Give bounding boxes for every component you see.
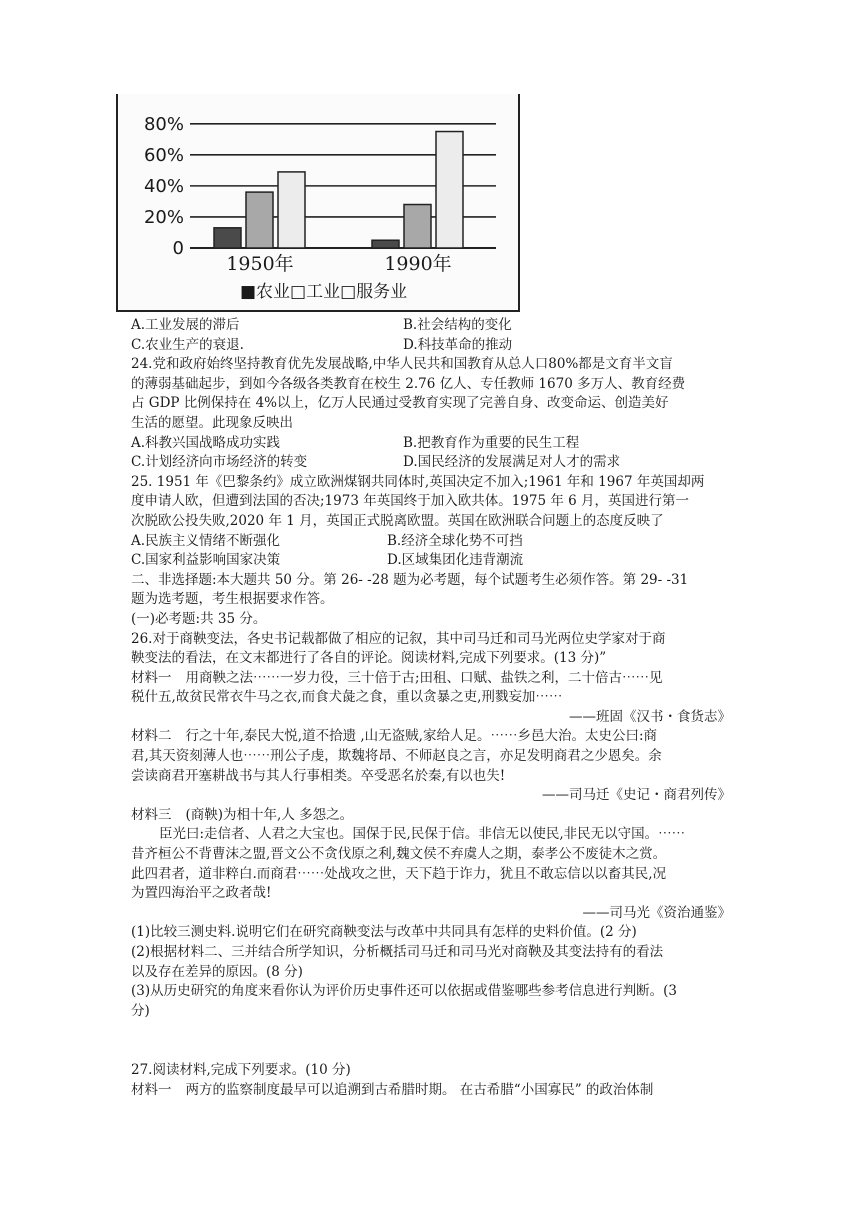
material-3-label: 材料三 bbox=[131, 806, 172, 823]
q26-material-3-line: 此四君者，道非粹白.而商君⋯⋯处战攻之世，天下趋于诈力，犹且不敢忘信以以畜其民,况 bbox=[131, 865, 667, 882]
q25-options-row-1 bbox=[131, 532, 731, 552]
q24-options-row-2 bbox=[131, 453, 731, 473]
q25-option-b: B.经济全球化势不可挡 bbox=[387, 532, 523, 549]
chart-legend: ■农业□工业□服务业 bbox=[240, 282, 408, 302]
q25-stem-line: 次脱欧公投失败,2020 年 1 月，英国正式脱离欧盟。英国在欧洲联合问题上的态度反映了 bbox=[131, 512, 664, 529]
x-category-label: 1950年 bbox=[226, 253, 294, 275]
bar-服务业-1950年 bbox=[278, 172, 305, 248]
q24-option-b: B.把教育作为重要的民生工程 bbox=[403, 434, 580, 451]
q27-material-1-line bbox=[131, 1081, 731, 1101]
q26-question-line: (1)比较三测史料.说明它们在研究商鞅变法与改革中共同具有怎样的史料价值。(2 分) bbox=[131, 924, 637, 941]
q26-material-3-line bbox=[131, 806, 731, 826]
q23-option-d: D.科技革命的推动 bbox=[403, 336, 513, 353]
q25-stem-line: 度申请人欧，但遭到法国的否决;1973 年英国终于加入欧共体。1975 年 6 月，英国进行第一 bbox=[131, 493, 690, 510]
q26-material-2-line: 尝读商君开塞耕战书与其人行事相类。卒受恶名於秦,有以也失! bbox=[131, 767, 506, 784]
q25-option-a: A.民族主义情绪不断强化 bbox=[131, 532, 281, 549]
material-2-source: ——司马迁《史记・商君列传》 bbox=[542, 787, 731, 804]
q23-options-row-2 bbox=[131, 336, 731, 356]
material-3-source: ——司马光《资治通鉴》 bbox=[582, 904, 731, 921]
q26-material-3-line: 昔齐桓公不背曹沫之盟,晋文公不贪伐原之利,魏文侯不弃虞人之期，泰孝公不废徒木之赏。 bbox=[131, 846, 667, 863]
x-category-label: 1990年 bbox=[384, 253, 452, 275]
section2-required-heading: (一)必考题:共 35 分。 bbox=[131, 610, 267, 627]
q23-option-a: A.工业发展的滞后 bbox=[131, 317, 240, 333]
y-tick-label: 60% bbox=[143, 144, 184, 166]
q26-question-line: (3)从历史研究的角度来看你认为评价历史事件还可以依据或借鉴哪些参考信息进行判断。(3 bbox=[131, 983, 677, 1000]
y-tick-label: 80% bbox=[143, 113, 184, 135]
q26-material-3-line: 臣光曰:走信者、人君之大宝也。国保于民,民保于信。非信无以使民,非民无以守国。⋯⋯ bbox=[159, 826, 686, 843]
q26-material-2-line bbox=[131, 727, 731, 747]
section2-intro-line: 题为选考题，考生根据要求作答。 bbox=[131, 591, 334, 608]
q26-material-1-line bbox=[131, 669, 731, 689]
q26-stem-line: 鞅变法的看法，在文末都进行了各自的评论。阅读材料,完成下列要求。(13 分)” bbox=[131, 650, 607, 667]
y-tick-label: 20% bbox=[143, 206, 184, 228]
material-1-source: ——班固《汉书・食货志》 bbox=[569, 708, 731, 725]
q24-options-row-1 bbox=[131, 434, 731, 454]
q24-option-c: C.计划经济向市场经济的转变 bbox=[131, 454, 308, 471]
material-2-label: 材料二 bbox=[131, 728, 172, 745]
bar-工业-1950年 bbox=[246, 192, 273, 248]
bar-农业-1990年 bbox=[372, 240, 399, 248]
q25-options-row-2 bbox=[131, 551, 731, 571]
q24-option-d: D.国民经济的发展满足对人才的需求 bbox=[403, 454, 621, 471]
bar-农业-1950年 bbox=[214, 228, 241, 248]
q26-question-line: 以及存在差异的原因。(8 分) bbox=[131, 963, 303, 980]
material-3-text: (商鞅)为相十年,人 多怨之。 bbox=[185, 806, 354, 823]
section2-intro-line: 二、非选择题:本大题共 50 分。第 26- -28 题为必考题，每个试题考生必须作答。第 29- -31 bbox=[131, 571, 689, 588]
q25-stem-line: 25. 1951 年《巴黎条约》成立欧洲煤钢共同体时,英国决定不加入;1961 年和 1967 年英国却两 bbox=[131, 473, 705, 490]
q26-question-line: (2)根据材料二、三并结合所学知识，分析概括司马迁和司马光对商鞅及其变法持有的看法 bbox=[131, 944, 664, 960]
bar-chart bbox=[116, 94, 520, 312]
q24-stem-line: 24.党和政府始终坚持教育优先发展战略,中华人民共和国教育从总人口80%都是文育半文盲 bbox=[131, 356, 673, 373]
q26-material-3-line: 为置四海治平之政者哉! bbox=[131, 885, 272, 902]
q24-stem-line: 占 GDP 比例保持在 4%以上，亿万人民通过受教育实现了完善自身、改变命运、创造美好 bbox=[131, 395, 669, 412]
y-tick-label: 0 bbox=[172, 238, 184, 259]
q23-option-b: B.社会结构的变化 bbox=[403, 317, 512, 333]
q25-option-d: D.区域集团化违背潮流 bbox=[387, 552, 524, 569]
material-1-text: 用商鞅之法⋯⋯一岁力役，三十倍于古;田租、口赋、盐铁之利，二十倍古⋯⋯见 bbox=[185, 669, 663, 686]
material-2-text: 行之十年,泰民大悦,道不拾遗 ,山无盗贼,家给人足。⋯⋯乡邑大治。太史公曰:商 bbox=[185, 728, 658, 745]
q26-material-2-line: 君,其天资刻薄人也⋯⋯刑公子虔，欺魏将昂、不师赵良之言，亦足发明商君之少恩矣。余 bbox=[131, 748, 662, 765]
bar-工业-1990年 bbox=[404, 205, 431, 248]
q26-stem-line: 26.对于商鞅变法，各史书记载都做了相应的记叙，其中司马迁和司马光两位史学家对于商 bbox=[131, 630, 666, 647]
q24-stem-line: 生活的愿望。此现象反映出 bbox=[131, 414, 293, 431]
q27-material-1-text: 两方的监察制度最早可以追溯到古希腊时期。 在古希腊“小国寡民” 的政治体制 bbox=[185, 1081, 654, 1098]
q26-question-line: 分) bbox=[131, 1002, 150, 1019]
q27-material-1-label: 材料一 bbox=[131, 1081, 172, 1098]
q25-option-c: C.国家利益影响国家决策 bbox=[131, 552, 281, 569]
bar-服务业-1990年 bbox=[436, 132, 463, 248]
material-1-label: 材料一 bbox=[131, 669, 172, 686]
q24-option-a: A.科教兴国战略成功实践 bbox=[131, 434, 281, 451]
question-text bbox=[131, 316, 731, 1101]
q23-option-c: C.农业生产的衰退. bbox=[131, 336, 244, 353]
q27-stem: 27.阅读材料,完成下列要求。(10 分) bbox=[131, 1062, 351, 1079]
chart-canvas bbox=[118, 94, 518, 310]
q26-material-1-line: 税什五,故贫民常衣牛马之衣,而食犬彘之食，重以贪暴之吏,刑戮妄加⋯⋯ bbox=[131, 689, 563, 706]
q23-options-row-1 bbox=[131, 316, 731, 336]
blank-gap bbox=[131, 1021, 731, 1061]
q24-stem-line: 的薄弱基础起步，到如今各级各类教育在校生 2.76 亿人、专任教师 1670 多万人、教育经费 bbox=[131, 375, 686, 392]
y-tick-label: 40% bbox=[143, 175, 184, 197]
